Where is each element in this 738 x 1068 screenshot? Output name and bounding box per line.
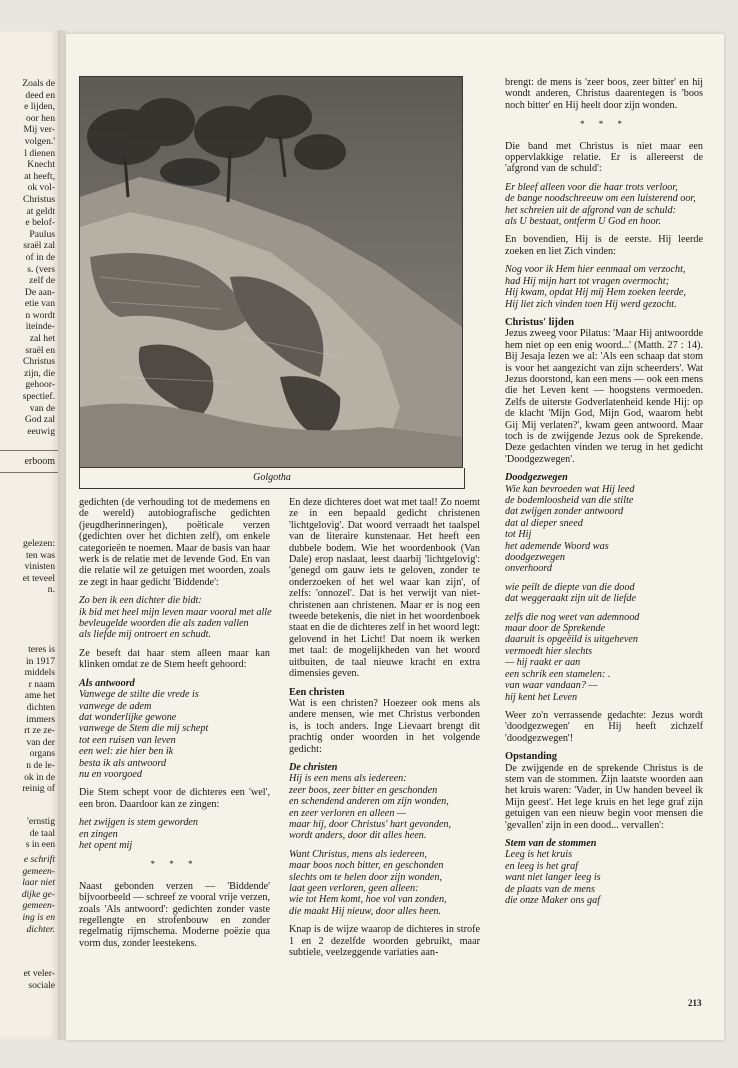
poem-fragment xyxy=(505,182,703,228)
paragraph: Ze beseft dat haar stem alleen maar kan klinken omdat ze de Stem heeft gehoord: xyxy=(79,647,270,671)
poem-fragment xyxy=(505,264,703,310)
text-line: ame het xyxy=(24,690,55,702)
text-line: God zal xyxy=(24,414,55,426)
text-line: eeuwig xyxy=(27,425,55,437)
poem-als-antwoord xyxy=(79,689,270,780)
poem-line: ik bid met heel mijn leven maar vooral met alle xyxy=(79,606,272,618)
text-line: et veler- xyxy=(23,968,55,979)
text-line: gelezen: xyxy=(23,538,55,549)
left-page-text-italic xyxy=(0,854,55,935)
poem-stem-van-de-stommen xyxy=(505,849,703,906)
text-line: organs xyxy=(29,748,55,760)
text-line: iteinde- xyxy=(25,321,55,333)
poem-fragment xyxy=(79,817,270,851)
poem-line: Leeg is het kruis xyxy=(505,849,573,861)
text-line: in 1917 xyxy=(25,655,55,667)
paragraph: brengt: de mens is 'zeer boos, zeer bitter' en hij wondt anderen, Christus daarentegen is 'boos noch bitter' en Hij heelt door zijn wonden. xyxy=(505,77,703,111)
text-line: vinisten xyxy=(24,561,55,573)
text-line: ok in de xyxy=(24,771,55,783)
poem-line: hij kent het Leven xyxy=(505,691,578,703)
poem-line: vermoedt hier slechts xyxy=(505,645,593,657)
poem-line: en schendend anderen om zijn wonden, xyxy=(289,796,449,808)
poem-line: laat geen verloren, geen alleen: xyxy=(289,883,419,894)
poem-line: want niet langer leeg is xyxy=(505,872,601,884)
paragraph: Weer zo'n verrassende gedachte: Jezus wordt 'doodgezwegen' en Hij heeft zichzelf 'doodgezwegen'! xyxy=(505,709,703,744)
text-line: dichter. xyxy=(26,923,55,935)
poem-line: Hij kwam, opdat Hij mij Hem zoeken leerde, xyxy=(505,287,686,299)
left-page-heading: erboom xyxy=(24,456,55,467)
poem-doodgezwegen-2 xyxy=(505,582,703,605)
text-line: l dienen xyxy=(24,147,55,159)
text-line: et teveel xyxy=(22,572,55,584)
text-line: gemeen- xyxy=(22,865,55,877)
text-line: 'ernstig xyxy=(27,816,55,827)
text-line: e schrift xyxy=(23,854,55,865)
poem-line: — hij raakt er aan xyxy=(505,657,581,669)
text-line: spectief. xyxy=(22,391,55,403)
poem-line: Zo ben ik een dichter die bidt: xyxy=(79,595,202,607)
poem-title: Als antwoord xyxy=(79,677,135,689)
poem-line: het ademende Woord was xyxy=(505,540,609,552)
text-line: n de le- xyxy=(26,759,55,771)
poem-line: tot Hij xyxy=(505,529,532,541)
poem-line: de bodemloosheid van die stilte xyxy=(505,495,634,506)
poem-line: dat weggeraakt zijn uit de liefde xyxy=(505,593,636,605)
text-line: Knecht xyxy=(27,159,55,171)
section-separator: * * * xyxy=(580,119,628,130)
article-column-3 xyxy=(505,77,703,913)
left-page-rule xyxy=(0,450,58,451)
text-line: at geldt xyxy=(26,205,55,217)
article-column-2 xyxy=(289,497,480,965)
poem-line: doodgezwegen xyxy=(505,552,565,564)
poem-line: en leeg is het graf xyxy=(505,860,578,872)
text-line: laar niet xyxy=(22,877,55,889)
poem-line: zeer boos, zeer bitter en geschonden xyxy=(289,784,438,796)
text-line: sociale xyxy=(28,979,55,991)
text-line: de taal xyxy=(29,827,55,839)
poem-title: Doodgezwegen xyxy=(505,472,568,484)
paragraph: En deze dichteres doet wat met taal! Zo noemt ze in een bepaald gedicht christenen 'lichtgelovig'. Dat woord verraadt het taalspel van de literaire kunstenaar. Het heeft een dubbele bodem. Wie het woordenbook (Van Dale) erop naslaat, leest daarbij 'lichtgelovig': 'genegd om gauw iets te geloven, zonder te onderzoeken of het wel waar kan zijn', of zelfs: 'onnozel'. Dat is het verwijt van niet-christenen aan christenen. Maar er is nog een tweede betekenis, die niet in het woordenboek staat en die de dichteres zelf in het woord legt: gelovend in het Licht! Dat noem ik werken met taal: de mogelijkheden van het woord uitbuiten, de taal nieuwe kracht en extra dimensies geven. xyxy=(289,497,480,680)
poem-line: als liefde mij ontroert en schudt. xyxy=(79,629,212,641)
text-line: sraël zal xyxy=(23,240,55,252)
text-line: s in een xyxy=(25,839,55,851)
poem-line: zelfs die nog weet van ademnood xyxy=(505,611,640,623)
left-page-fragment xyxy=(0,30,59,1040)
poem-line: Nog voor ik Hem hier eenmaal om verzocht, xyxy=(505,264,686,276)
article-column-1 xyxy=(79,497,270,956)
text-line: zal het xyxy=(29,333,55,345)
poem-line: die maakt Hij nieuw, door alles heen. xyxy=(289,905,442,917)
text-line: Christus xyxy=(23,193,55,205)
text-line: s. (vers xyxy=(27,263,55,275)
section-heading: Een christen xyxy=(289,686,345,698)
poem-line: de bange noodschreeuw om een luisterend oor, xyxy=(505,193,696,205)
poem-line: Vanwege de stilte die vrede is xyxy=(79,689,199,701)
poem-line: dat wonderlijke gewone xyxy=(79,711,177,723)
poem-de-christen-strofe-2 xyxy=(289,849,480,917)
text-line: ing is en xyxy=(22,911,55,923)
poem-biddende xyxy=(79,595,270,641)
text-line: deed en xyxy=(25,89,55,101)
text-line: immers xyxy=(26,713,55,725)
paragraph: De zwijgende en de sprekende Christus is de stem van de stommen. Zijn laatste woorden aan het kruis waren: 'Vader, in Uw handen beveel ik Mijn geest'. Het lege kruis en het lege graf zijn getuigen van een nieuw begin voor mensen die 'gevallen' zijn in een dood... vervallen': xyxy=(505,762,703,831)
poem-title: De christen xyxy=(289,761,338,773)
poem-line: vanwege de adem xyxy=(79,700,152,712)
text-line: middels xyxy=(24,667,55,679)
poem-line: en zingen xyxy=(79,828,118,840)
paragraph: Die Stem schept voor de dichteres een 'wel', een bron. Daardoor kan ze zingen: xyxy=(79,787,270,810)
text-line: zijn, die xyxy=(24,367,55,379)
poem-doodgezwegen-3 xyxy=(505,612,703,703)
text-line: dichten xyxy=(26,701,55,713)
text-line: Mij ver- xyxy=(23,124,55,136)
text-line: e lijden, xyxy=(24,101,55,113)
text-line: Zoals de xyxy=(22,78,55,89)
text-line: n. xyxy=(47,584,55,596)
section-heading: Christus' lijden xyxy=(505,316,574,328)
poem-line: had Hij mijn hart tot vragen overmocht; xyxy=(505,275,670,287)
poem-line: een schrik een stamelen: . xyxy=(505,668,611,680)
text-line: dijke ge- xyxy=(21,888,55,900)
page-number: 213 xyxy=(688,998,702,1008)
poem-line: Er bleef alleen voor die haar trots verloor, xyxy=(505,181,678,193)
golgotha-photo xyxy=(79,76,463,468)
text-line: oor hen xyxy=(25,112,55,124)
poem-title: Stem van de stommen xyxy=(505,837,597,849)
text-line: volgen.' xyxy=(24,135,55,147)
text-line: etie van xyxy=(24,298,55,310)
poem-line: een wel: zie hier ben ik xyxy=(79,746,174,758)
text-line: ten was xyxy=(25,549,55,561)
section-separator: * * * xyxy=(150,859,199,870)
paragraph: En bovendien, Hij is de eerste. Hij leerde zoeken en liet Zich vinden: xyxy=(505,234,703,257)
poem-line: wie tot Hem komt, hoe vol van zonden, xyxy=(289,894,447,906)
paragraph: gedichten (de verhouding tot de medemens en de wereld) autobiografische gedichten (jeugdherinneringen), poëticale verzen (gedichten over het dichten zelf), om enkele categorieën te noemen. Maar de basis van haar werk is de relatie met de levende God. En van die relatie wil ze getuigen met woorden, zoals ze zegt in haar gedicht 'Biddende': xyxy=(79,497,270,588)
text-line: Christus xyxy=(23,356,55,368)
poem-line: het opent mij xyxy=(79,839,133,851)
poem-line: die onze Maker ons gaf xyxy=(505,895,601,906)
poem-line: maar hij, door Christus' hart gevonden, xyxy=(289,818,452,830)
left-page-text-mid xyxy=(0,538,55,596)
text-line: rt ze ze- xyxy=(24,725,55,737)
paragraph: Naast gebonden verzen — 'Biddende' bijvoorbeeld — schreef ze vooral vrije verzen, zoals 'Als antwoord': gedichten zonder vaste regellengte en strofenbouw en zonder regelmatig rijmschema. Moderne poëzie qua vorm dus, zonder leestekens. xyxy=(79,880,270,949)
poem-line: bevleugelde woorden die als zaden vallen xyxy=(79,618,249,630)
poem-line: Hij liet zich vinden toen Hij werd gezocht. xyxy=(505,298,677,310)
poem-de-christen-strofe-1 xyxy=(289,773,480,841)
text-line: De aan- xyxy=(24,286,55,298)
poem-line: onverhoord xyxy=(505,563,552,575)
left-page-text-bottom xyxy=(0,968,55,991)
text-line: teres is xyxy=(28,644,55,655)
poem-line: Hij is een mens als iedereen: xyxy=(289,773,407,785)
text-line: n wordt xyxy=(25,309,55,321)
text-line: ok vol- xyxy=(27,182,55,194)
poem-line: maar door de Sprekende xyxy=(505,623,606,635)
poem-line: Wie kan bevroeden wat Hij leed xyxy=(505,483,635,495)
text-line: van der xyxy=(26,736,55,748)
section-heading: Opstanding xyxy=(505,751,557,763)
left-page-rule xyxy=(0,472,58,473)
poem-line: maar boos noch bitter, en geschonden xyxy=(289,860,444,872)
poem-line: wordt anders, door dit alles heen. xyxy=(289,830,427,842)
text-line: zelf de xyxy=(29,275,55,287)
poem-line: Want Christus, mens als iedereen, xyxy=(289,848,427,860)
poem-line: de plaats van de mens xyxy=(505,883,595,895)
poem-line: tot een ruisen van leven xyxy=(79,734,176,746)
text-line: sraël en xyxy=(25,344,55,356)
poem-line: het schreien uit de afgrond van de schuld: xyxy=(505,204,676,216)
poem-line: besta ik als antwoord xyxy=(79,757,167,769)
poem-line: nu en voorgoed xyxy=(79,768,142,780)
poem-line: slechts om te helen door zijn wonden, xyxy=(289,871,443,883)
text-line: Paulus xyxy=(29,228,55,240)
text-line: reinig of xyxy=(22,783,55,795)
paragraph: Die band met Christus is niet maar een oppervlakkige relatie. Er is allereerst de 'afgrond van de schuld': xyxy=(505,140,703,175)
text-line: gemeen- xyxy=(22,900,55,912)
poem-line: wie peilt de diepte van die dood xyxy=(505,581,635,593)
poem-line: het zwijgen is stem geworden xyxy=(79,817,199,829)
poem-line: dat zwijgen zonder antwoord xyxy=(505,506,624,518)
paragraph: Knap is de wijze waarop de dichteres in strofe 1 en 2 dezelfde woorden gebruikt, maar subtiele, veelzeggende variaties aan- xyxy=(289,924,480,959)
paragraph: Wat is een christen? Hoezeer ook mens als andere mensen, wie met Christus verbonden is, is toch anders. Inge Lievaart brengt dit prachtig onder woorden in het volgende gedicht: xyxy=(289,697,480,755)
poem-line: vanwege de Stem die mij schept xyxy=(79,723,209,735)
poem-line: als U bestaat, ontferm U God en hoor. xyxy=(505,216,661,228)
photo-caption: Golgotha xyxy=(79,468,465,489)
poem-line: dat al dieper sneed xyxy=(505,517,583,529)
left-page-text-lower xyxy=(0,644,55,795)
text-line: e belof- xyxy=(25,217,55,229)
text-line: r naam xyxy=(28,678,55,690)
text-line: at heeft, xyxy=(24,170,55,182)
poem-doodgezwegen-1 xyxy=(505,484,703,575)
poem-line: van waar vandaan? — xyxy=(505,680,598,692)
text-line: of in de xyxy=(25,251,55,263)
left-page-text-top xyxy=(0,78,55,437)
text-line: van de xyxy=(29,402,55,414)
left-page-text-lower2 xyxy=(0,816,55,851)
poem-line: en zeer verloren en alleen — xyxy=(289,807,407,819)
poem-line: daaruit is opgeëild is uitgeheven xyxy=(505,634,638,646)
text-line: gehoor- xyxy=(25,379,55,391)
paragraph: Jezus zweeg voor Pilatus: 'Maar Hij antwoordde hem niet op een enig woord...' (Matth. 27 : 14). Bij Jesaja lezen we al: 'Als een schaap dat stom is voor het aangezicht van zijn scheerders'. Wat Jezus doorstond, kan een mens — ook een mens die het Leven kent — hoogstens vermoeden. Zelfs de uiterste Godverlatenheid kende Hij: op de klacht 'Mijn God, Mijn God, waarom hebt Gij Mij verlaten?', kwam geen antwoord. Maar toch is de zwijgende Jezus ook de Sprekende. Deze gedachten vinden we terug in het gedicht 'Doodgezwegen'. xyxy=(505,328,703,465)
